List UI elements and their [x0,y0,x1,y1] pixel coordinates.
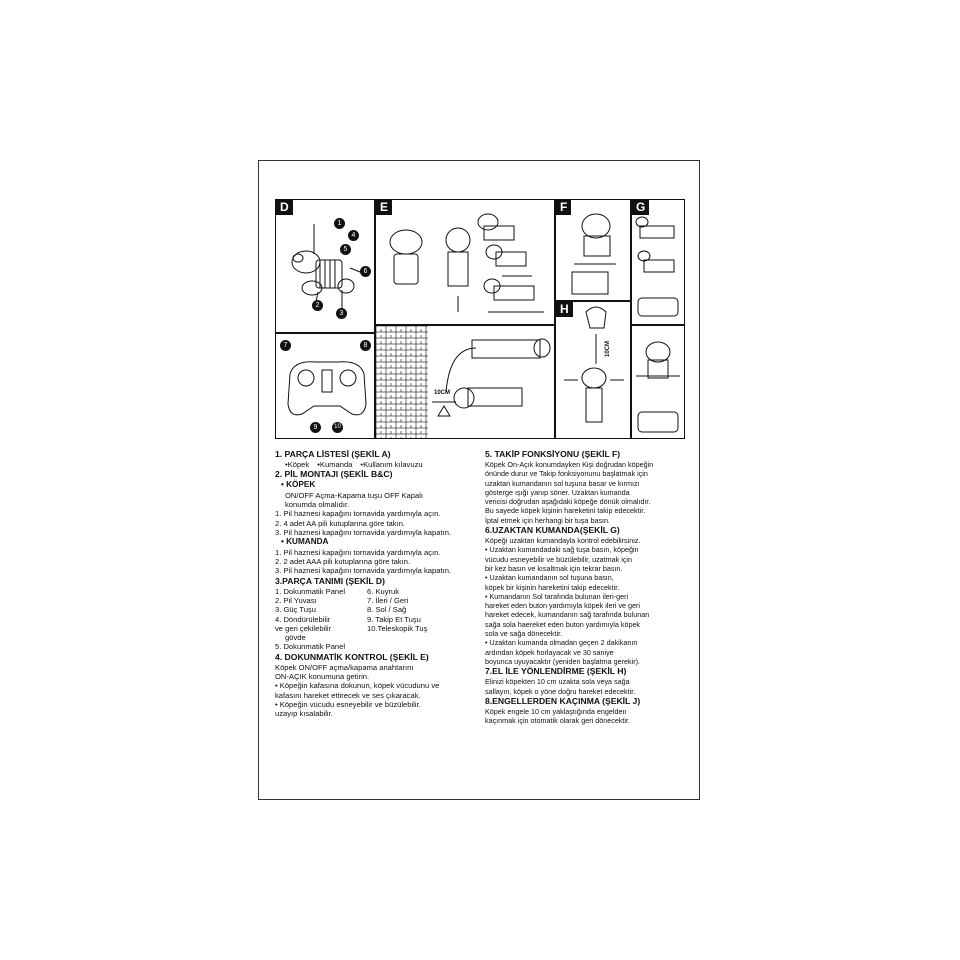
part-name: 4. Döndürülebilir [275,614,331,624]
right-text-column [485,449,691,725]
remote-line: • Uzaktan kumandadaki sağ tuşa basın, köpeğin [485,545,639,555]
callout-4: 4 [348,230,359,241]
remote-step: 3. Pil haznesi kapağını tornavida yardımıyla kapatın. [275,566,452,576]
part-row [275,587,485,596]
obstacle-line: kaçınmak için otomatik olarak geri dönecektir. [485,716,631,726]
section-4-title: 4. DOKUNMATİK KONTROL (ŞEKİL E) [275,651,429,662]
remote-turning-illustration [632,326,685,439]
remote-line: sağa sola haereket eden buton yardımıyla köpek [485,619,641,629]
remote-line: bir kez basın ve kısaltmak için tekrar basın. [485,563,623,573]
callout-6: 6 [360,266,371,277]
callout-9: 9 [310,422,321,433]
section-7-title: 7.EL İLE YÖNLENDİRME (ŞEKİL H) [485,666,627,677]
parts-list-item: • Kullanım kılavuzu [360,460,422,469]
touch-control-illustration [376,200,555,325]
dog-subtitle: • KÖPEK [281,480,316,490]
remote-line: • Uzaktan kumandanın sol tuşuna basın, [485,573,614,583]
part-name: 1. Dokunmatik Panel [275,586,346,596]
figure-e [375,199,555,325]
part-name: 5. Dokunmatik Panel [275,642,346,652]
remote-line: vücudu esneyebilir ve büzülebilir, uzatmak için [485,554,633,564]
part-name: 6. Kuyruk [367,586,400,596]
figure-e-tag: E [376,200,392,215]
touch-line: ON-AÇIK konumuna getirin. [275,672,370,682]
callout-1: 1 [334,218,345,229]
follow-line: gösterge ışığı yanıp söner. Uzaktan kumanda [485,487,630,497]
callout-3: 3 [336,308,347,319]
remote-line: Köpeği uzaktan kumandayla kontrol edebilirsiniz. [485,536,641,546]
remote-line: köpek bir kişinin hareketini takip edecektir. [485,582,620,592]
figure-f-tag: F [556,200,571,215]
parts-list-item: • Kumanda [317,460,352,469]
remote-line: • Uzaktan kumanda olmadan geçen 2 dakikanın [485,638,638,648]
part-name: ve geri çekilebilir [275,623,332,633]
dog-step: 2. 4 adet AA pili kutuplarına göre takın. [275,518,406,528]
figure-g-tag: G [632,200,649,215]
part-name: 10.Teleskopik Tuş [367,623,428,633]
dog-intro-line: konumda olmalıdır. [285,500,350,510]
robot-dog-parts-illustration [276,200,375,333]
part-row [275,596,485,605]
callout-8: 8 [360,340,371,351]
callout-5: 5 [340,244,351,255]
touch-line: Köpek ON/OFF açma/kapama anahtarını [275,662,414,672]
obstacle-avoidance-illustration [376,326,555,439]
part-name: 7. İleri / Geri [367,595,409,605]
hand-line: sallayın, köpek o yöne doğru hareket edecektir. [485,686,636,696]
remote-line: hareket edecek, kumandanın sağ tarafında bulunan [485,610,650,620]
remote-line: • Kumandanın Sol tarafında bulunan ileri-geri [485,591,629,601]
left-text-column [275,449,485,719]
callout-7: 7 [280,340,291,351]
part-row [275,624,485,633]
hand-line: Elinizi köpekten 10 cm uzakta sola veya sağa [485,677,630,687]
part-row [275,605,485,614]
part-name: 2. Pil Yuvası [275,595,317,605]
figure-d-tag: D [276,200,293,215]
manual-page [258,160,700,800]
part-name: 9. Takip Et Tuşu [367,614,421,624]
h-distance-label: 10CM [605,340,612,358]
figure-h [555,301,631,439]
touch-line: kafasını hareket ettirecek ve ses çıkaracak. [275,690,421,700]
remote-step: 1. Pil haznesi kapağını tornavida yardımıyla açın. [275,547,441,557]
follow-line: vericisi doğrudan aşağıdaki köpeğe dönük olmalıdır. [485,497,651,507]
dog-intro-line: ON/OFF Açma-Kapama tuşu OFF Kapalı [285,490,423,500]
dog-step: 3. Pil haznesi kapağını tornavida yardımıyla kapatın. [275,527,452,537]
figure-i [375,325,555,439]
i-distance-label: 10CM [434,390,451,396]
remote-line: sola ve sağa dönecektir. [485,629,563,639]
part-name-continued: gövde [285,633,306,643]
part-name: 3. Güç Tuşu [275,605,316,615]
figure-remote [275,333,375,439]
callout-2: 2 [312,300,323,311]
follow-line: Köpek On-Açık konumdayken Kişi doğrudan köpeğin [485,460,654,469]
parts-list [275,460,485,469]
section-6-title: 6.UZAKTAN KUMANDA(ŞEKİL G) [485,525,620,536]
follow-line: önünde durur ve Takip fonksiyonunu başlatmak için [485,469,648,479]
remote-control-mode-illustration [632,200,685,325]
touch-line: uzayıp kısalabilir. [275,709,333,719]
follow-line: Bu sayede köpek kişinin hareketini takip edecektir. [485,506,646,516]
section-3-title: 3.PARÇA TANIMI (ŞEKİL D) [275,575,385,586]
figure-d [275,199,375,333]
remote-line: hareket eden buton yardımıyla köpek ileri ve geri [485,601,641,611]
section-1-title: 1. PARÇA LİSTESİ (ŞEKİL A) [275,449,391,459]
figure-f [555,199,631,301]
follow-function-illustration [556,200,631,301]
obstacle-line: Köpek engele 10 cm yaklaştığında engelden [485,706,627,716]
figure-h-tag: H [556,302,573,317]
section-2-title: 2. PİL MONTAJI (ŞEKİL B&C) [275,469,393,480]
follow-line: İptal etmek için herhangi bir tuşa basın. [485,515,611,525]
section-5-title: 5. TAKİP FONKSİYONU (ŞEKİL F) [485,449,621,459]
follow-line: uzaktan kumandanın sol tuşuna basar ve kırmızı [485,478,640,488]
figure-g [631,199,685,325]
figure-g-lower [631,325,685,439]
remote-subtitle: • KUMANDA [281,537,329,547]
remote-line: boyunca uyuyacaktır (yeniden başlatma gerekir). [485,656,641,666]
dog-step: 1. Pil haznesi kapağını tornavida yardımıyla açın. [275,509,441,519]
parts-list-item: • Köpek [285,460,309,469]
touch-line: • Köpeğin vücudu esneyebilir ve büzülebilir. [275,699,421,709]
remote-step: 2. 2 adet AAA pili kutuplarına göre takın. [275,557,411,567]
part-name: 8. Sol / Sağ [367,605,407,615]
callout-10: 10 [332,422,343,433]
part-row [275,615,485,624]
touch-line: • Köpeğin kafasına dokunun, köpek vücudunu ve [275,681,440,691]
remote-control-illustration [276,334,375,439]
section-8-title: 8.ENGELLERDEN KAÇINMA (ŞEKİL J) [485,695,641,706]
remote-line: ardından köpek horlayacak ve 30 saniye [485,647,614,657]
hand-guidance-illustration [556,302,631,439]
